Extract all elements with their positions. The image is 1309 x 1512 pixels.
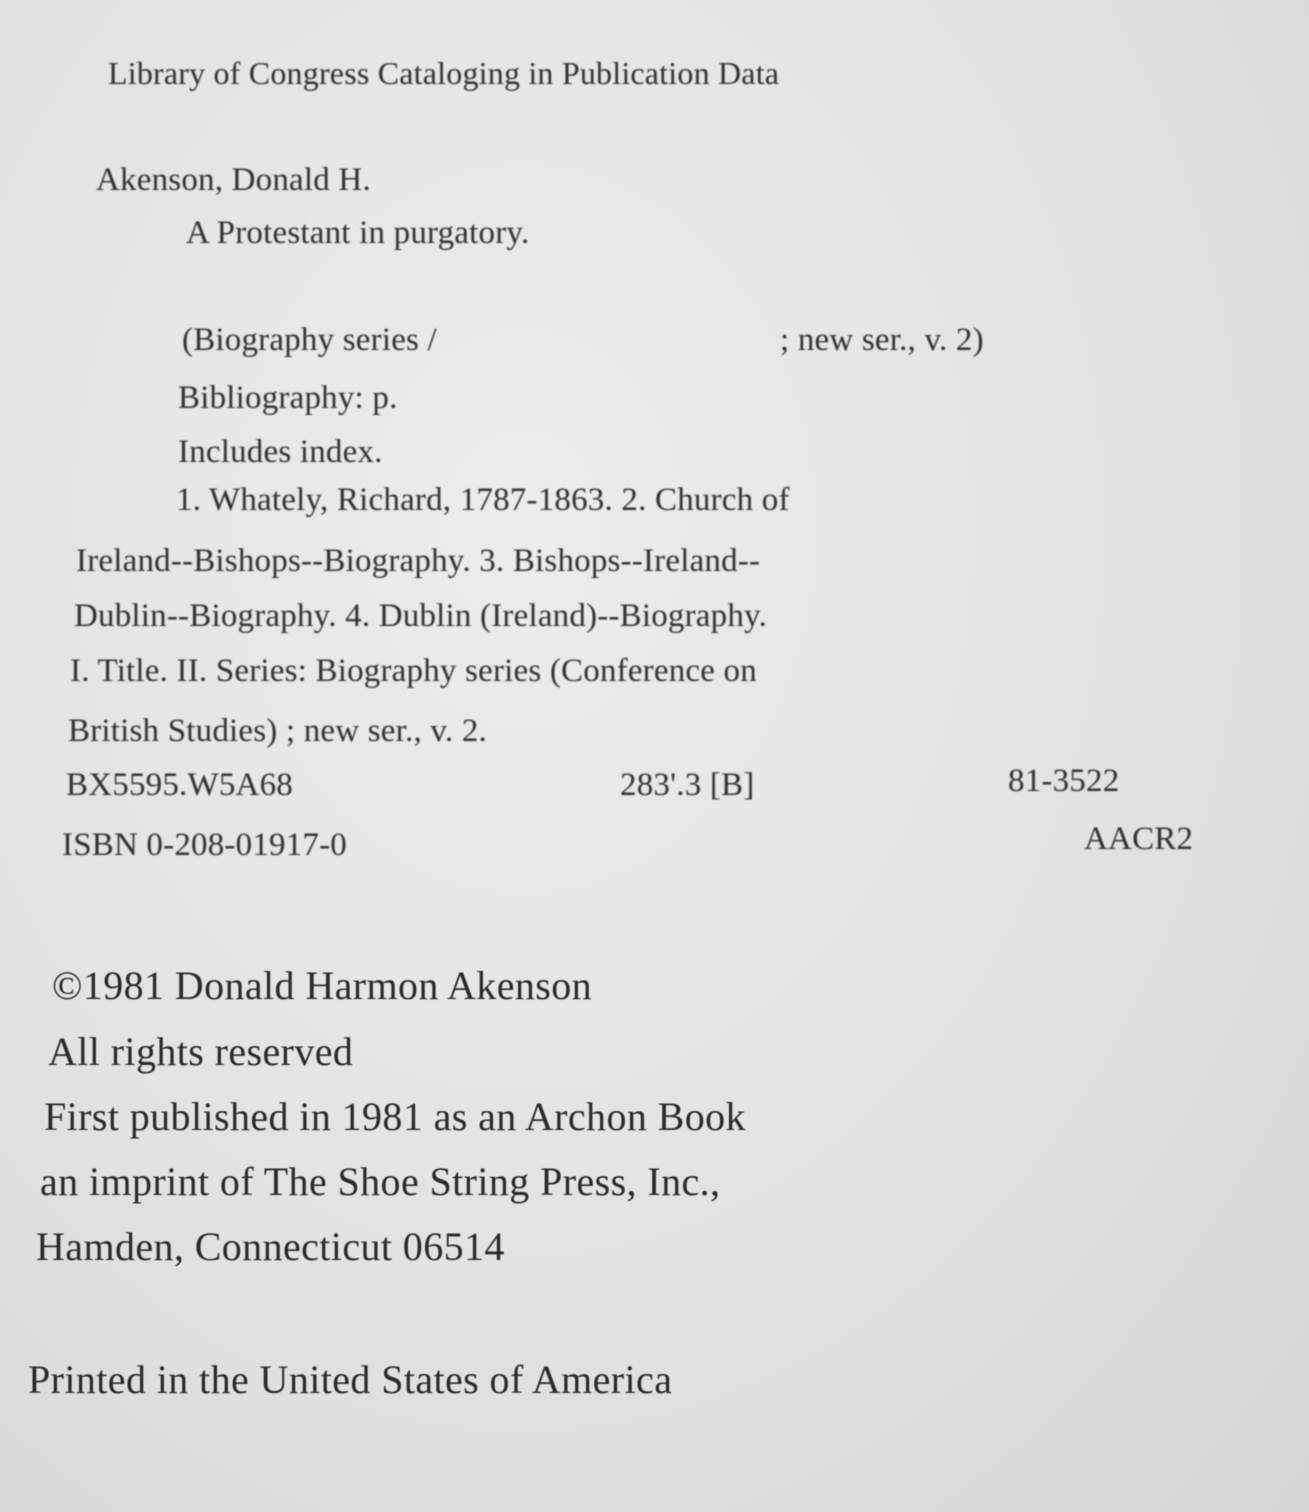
printed-line: Printed in the United States of America (28, 1357, 673, 1402)
cip-heading: Library of Congress Cataloging in Publication Data (108, 55, 780, 91)
cip-dewey: 283'.3 [B] (620, 767, 755, 803)
cip-subject-line: British Studies) ; new ser., v. 2. (68, 713, 487, 749)
cip-lccn: 81-3522 (1008, 763, 1120, 799)
cip-rules: AACR2 (1084, 821, 1194, 857)
cip-series-right: ; new ser., v. 2) (780, 322, 984, 358)
cip-series-left: (Biography series / (182, 322, 437, 358)
imprint-of-line: an imprint of The Shoe String Press, Inc., (40, 1159, 721, 1204)
first-published-line: First published in 1981 as an Archon Book (44, 1094, 746, 1139)
cip-call-number: BX5595.W5A68 (66, 767, 293, 803)
cip-subject-line: 1. Whately, Richard, 1787-1863. 2. Church of (176, 482, 790, 518)
cip-index-note: Includes index. (178, 434, 383, 470)
cip-bibliography: Bibliography: p. (178, 380, 398, 416)
cip-subject-line: Dublin--Biography. 4. Dublin (Ireland)--Biography. (74, 598, 768, 634)
cip-author: Akenson, Donald H. (96, 162, 371, 198)
cip-isbn: ISBN 0-208-01917-0 (62, 827, 348, 863)
cip-subject-line: Ireland--Bishops--Biography. 3. Bishops--Ireland-- (76, 543, 761, 579)
copyright-line: ©1981 Donald Harmon Akenson (52, 963, 593, 1008)
cip-title: A Protestant in purgatory. (186, 215, 530, 251)
rights-line: All rights reserved (48, 1029, 354, 1074)
cip-subject-line: I. Title. II. Series: Biography series (Conference on (70, 653, 757, 689)
location-line: Hamden, Connecticut 06514 (36, 1224, 505, 1269)
